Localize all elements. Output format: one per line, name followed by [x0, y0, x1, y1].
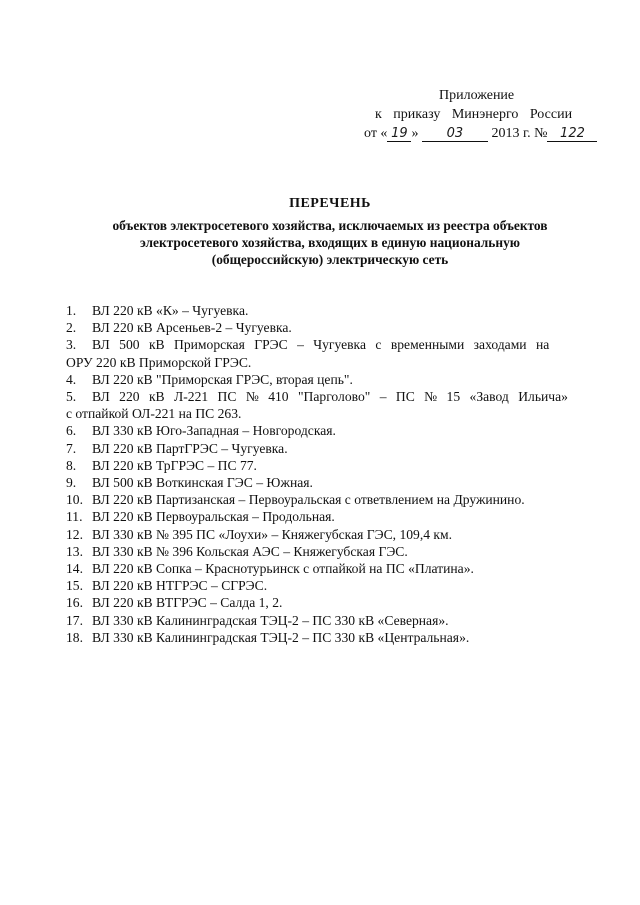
list-item [66, 491, 612, 508]
item-number: 3. [66, 337, 77, 353]
order-date-line [300, 124, 620, 143]
item-number: 12. [66, 526, 83, 542]
list-item [66, 474, 612, 491]
date-prefix: от « [364, 126, 388, 141]
item-text: ВЛ 330 кВ Калининградская ТЭЦ-2 – ПС 330 кВ «Северная». [92, 612, 449, 628]
appendix-header [300, 86, 620, 143]
item-text: ВЛ 330 кВ № 396 Кольская АЭС – Княжегубская ГЭС. [92, 543, 408, 559]
item-number: 10. [66, 492, 83, 508]
objects-list [66, 302, 612, 646]
item-text: ВЛ 500 кВ Воткинская ГЭС – Южная. [92, 475, 313, 491]
item-text: ВЛ 330 кВ Юго-Западная – Новгородская. [92, 423, 336, 439]
list-item [66, 457, 612, 474]
item-number: 2. [66, 320, 77, 336]
item-text: ВЛ 220 кВ «К» – Чугуевка. [92, 303, 249, 318]
list-item [66, 543, 612, 560]
item-text: ВЛ 220 кВ Арсеньев-2 – Чугуевка. [92, 320, 292, 336]
item-text: ВЛ 500 кВ Приморская ГРЭС – Чугуевка с временными заходами на [92, 337, 550, 353]
order-reference: к приказу Минэнерго России [375, 107, 573, 122]
subtitle-line: объектов электросетевого хозяйства, исключаемых из реестра объектов [112, 218, 548, 233]
list-item [66, 508, 612, 525]
item-text: ВЛ 330 кВ Калининградская ТЭЦ-2 – ПС 330 кВ «Центральная». [92, 629, 470, 645]
item-number: 14. [66, 561, 83, 577]
item-number: 8. [66, 457, 77, 473]
subtitle-line: электросетевого хозяйства, входящих в единую национальную [139, 235, 521, 250]
list-item [66, 612, 612, 629]
order-month: 03 [446, 126, 464, 141]
item-number: 9. [66, 475, 77, 491]
list-item [66, 319, 612, 336]
list-item [66, 629, 612, 646]
item-text: ВЛ 220 кВ ТрГРЭС – ПС 77. [92, 457, 257, 473]
item-number: 7. [66, 440, 77, 456]
document-title: ПЕРЕЧЕНЬ [289, 196, 371, 211]
item-text: ВЛ 220 кВ Первоуральская – Продольная. [92, 509, 335, 525]
item-text: ВЛ 220 кВ Сопка – Краснотурьинск с отпайкой на ПС «Платина». [92, 561, 474, 577]
item-text: ВЛ 220 кВ Партизанская – Первоуральская с ответвлением на Дружинино. [92, 492, 525, 508]
item-text-continued: с отпайкой ОЛ-221 на ПС 263. [66, 406, 242, 422]
item-text: ВЛ 220 кВ ПартГРЭС – Чугуевка. [92, 440, 288, 456]
list-item [66, 302, 612, 319]
item-text-continued: ОРУ 220 кВ Приморской ГРЭС. [66, 354, 252, 370]
item-number: 4. [66, 371, 77, 387]
item-number: 17. [66, 612, 83, 628]
item-number: 1. [66, 303, 77, 318]
item-number: 6. [66, 423, 77, 439]
subtitle-line: (общероссийскую) электрическую сеть [211, 252, 449, 267]
item-number: 15. [66, 578, 83, 594]
order-number: 122 [560, 126, 585, 141]
list-item [66, 422, 612, 439]
item-text: ВЛ 330 кВ № 395 ПС «Лоухи» – Княжегубская ГЭС, 109,4 км. [92, 526, 453, 542]
item-number: 11. [66, 509, 83, 525]
list-item [66, 526, 612, 543]
list-item [66, 336, 612, 370]
order-day: 19 [391, 126, 408, 141]
list-item [66, 371, 612, 388]
list-item [66, 440, 612, 457]
item-text: ВЛ 220 кВ ВТГРЭС – Салда 1, 2. [92, 595, 283, 611]
list-item [66, 577, 612, 594]
list-item [66, 388, 612, 422]
list-item [66, 594, 612, 611]
item-text: ВЛ 220 кВ Л-221 ПС № 410 "Парголово" – ПС № 15 «Завод Ильича» [92, 389, 568, 405]
document-subtitle [70, 217, 590, 268]
item-number: 18. [66, 629, 83, 645]
item-number: 13. [66, 543, 83, 559]
item-text: ВЛ 220 кВ "Приморская ГРЭС, вторая цепь". [92, 371, 353, 387]
date-quote-close: » [411, 126, 419, 141]
list-item [66, 560, 612, 577]
item-text: ВЛ 220 кВ НТГРЭС – СГРЭС. [92, 578, 268, 594]
appendix-label: Приложение [439, 88, 515, 103]
order-year: 2013 г. № [491, 126, 548, 141]
item-number: 16. [66, 595, 83, 611]
item-number: 5. [66, 389, 77, 405]
title-block [60, 196, 600, 268]
